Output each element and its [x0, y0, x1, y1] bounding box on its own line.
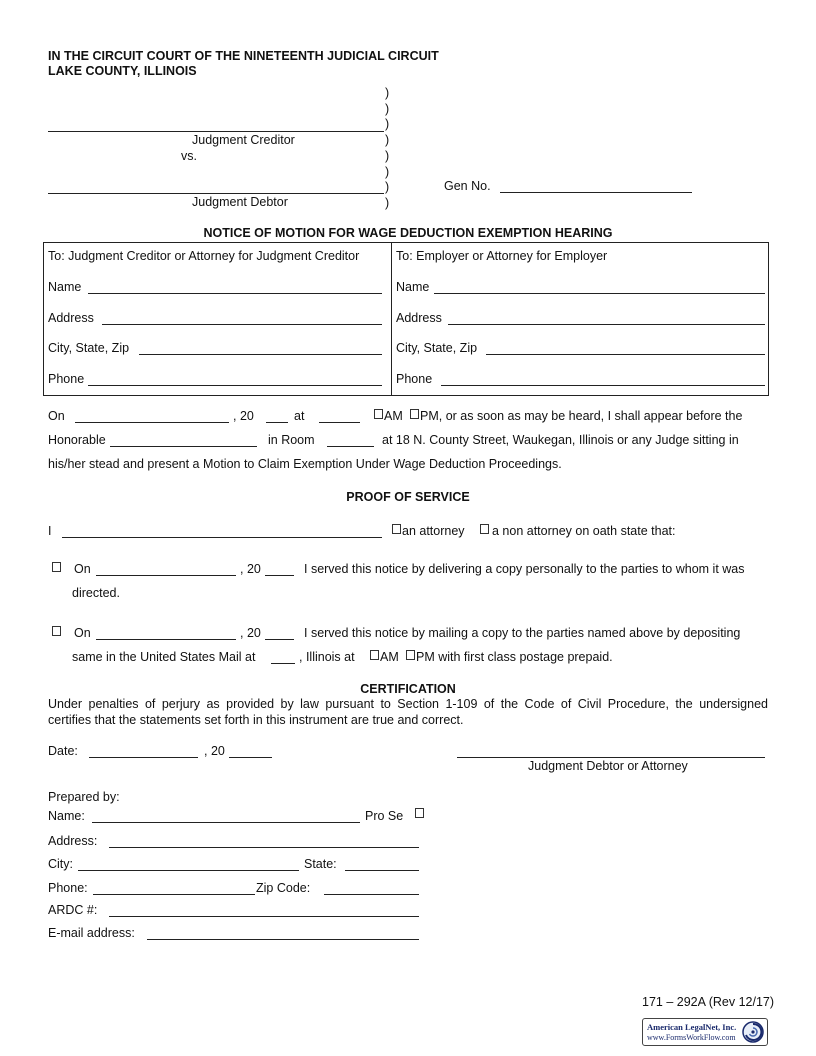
mail-city-field[interactable] — [271, 663, 295, 664]
publisher-logo — [642, 1018, 768, 1046]
cert-year-field[interactable] — [229, 757, 272, 758]
left-city-label: City, State, Zip — [48, 341, 130, 355]
non-attorney-checkbox[interactable] — [480, 524, 489, 534]
preparer-phone-label: Phone: — [48, 881, 88, 895]
left-recipient-heading: To: Judgment Creditor or Attorney for Judgment Creditor — [48, 249, 360, 263]
left-phone-label: Phone — [48, 372, 85, 386]
preparer-address-label: Address: — [48, 834, 98, 848]
certification-title: CERTIFICATION — [360, 682, 456, 696]
creditor-line[interactable] — [48, 131, 384, 132]
right-phone-label: Phone — [396, 372, 433, 386]
room-label: in Room — [268, 433, 315, 447]
cert-date-field[interactable] — [89, 757, 198, 758]
judge-name-field[interactable] — [110, 446, 257, 447]
preparer-city-label: City: — [48, 857, 73, 871]
gen-no-field[interactable] — [500, 192, 692, 193]
creditor-label: Judgment Creditor — [192, 133, 295, 147]
hearing-year-field[interactable] — [266, 422, 288, 423]
mail-am-label: AM — [380, 650, 399, 664]
mail-pm-text: PM with first class postage prepaid. — [416, 650, 613, 664]
court-name: IN THE CIRCUIT COURT OF THE NINETEENTH JUDICIAL CIRCUIT — [48, 49, 439, 63]
right-city-field[interactable] — [486, 354, 765, 355]
mail-service-checkbox[interactable] — [52, 626, 61, 636]
left-address-label: Address — [48, 311, 94, 325]
left-city-field[interactable] — [139, 354, 382, 355]
certification-line1: Under penalties of perjury as provided by law pursuant to Section 1-109 of the Code of Civil Procedure, the undersigned — [48, 697, 768, 711]
debtor-line[interactable] — [48, 193, 384, 194]
personal-on-label: On — [74, 562, 91, 576]
notice-title: NOTICE OF MOTION FOR WAGE DEDUCTION EXEMPTION HEARING — [203, 226, 613, 240]
server-name-field[interactable] — [62, 537, 382, 538]
left-address-field[interactable] — [102, 324, 382, 325]
personal-service-text: I served this notice by delivering a copy personally to the parties to whom it was — [304, 562, 745, 576]
hearing-pm-text: PM, or as soon as may be heard, I shall appear before the — [420, 409, 743, 423]
honorable-label: Honorable — [48, 433, 106, 447]
recipients-divider — [391, 242, 392, 396]
right-city-label: City, State, Zip — [396, 341, 478, 355]
preparer-ardc-label: ARDC #: — [48, 903, 98, 917]
certification-line2: certifies that the statements set forth in this instrument are true and correct. — [48, 713, 464, 727]
right-name-field[interactable] — [434, 293, 765, 294]
right-phone-field[interactable] — [441, 385, 765, 386]
form-number: 171 – 292A (Rev 12/17) — [642, 995, 775, 1009]
swirl-logo-icon — [741, 1020, 765, 1044]
mail-service-text: I served this notice by mailing a copy to the parties named above by depositing — [304, 626, 741, 640]
logo-company-name: American LegalNet, Inc. — [647, 1022, 737, 1032]
mail-on-label: On — [74, 626, 91, 640]
preparer-state-field[interactable] — [345, 870, 419, 871]
illinois-at-label: , Illinois at — [299, 650, 355, 664]
logo-url[interactable]: www.FormsWorkFlow.com — [647, 1033, 736, 1042]
gen-no-label: Gen No. — [444, 179, 491, 193]
hearing-time-field[interactable] — [319, 422, 360, 423]
hearing-am-checkbox[interactable] — [374, 409, 383, 419]
left-phone-field[interactable] — [88, 385, 382, 386]
preparer-name-field[interactable] — [92, 822, 360, 823]
preparer-email-label: E-mail address: — [48, 926, 135, 940]
preparer-city-field[interactable] — [78, 870, 299, 871]
right-address-field[interactable] — [448, 324, 765, 325]
attorney-label: an attorney — [402, 524, 465, 538]
vs-label: vs. — [181, 149, 197, 163]
pro-se-label: Pro Se — [365, 809, 404, 823]
hearing-on-label: On — [48, 409, 65, 423]
hearing-at-label: at — [294, 409, 305, 423]
cert-year-label: , 20 — [204, 744, 225, 758]
prepared-by-heading: Prepared by: — [48, 790, 120, 804]
left-name-label: Name — [48, 280, 82, 294]
proof-i-label: I — [48, 524, 52, 538]
preparer-address-field[interactable] — [109, 847, 419, 848]
right-name-label: Name — [396, 280, 430, 294]
cert-date-label: Date: — [48, 744, 78, 758]
hearing-year-label: , 20 — [233, 409, 254, 423]
preparer-email-field[interactable] — [147, 939, 419, 940]
room-number-field[interactable] — [327, 446, 374, 447]
proof-of-service-title: PROOF OF SERVICE — [346, 490, 470, 504]
signature-field[interactable] — [457, 757, 765, 758]
debtor-label: Judgment Debtor — [192, 195, 288, 209]
non-attorney-label: a non attorney on oath state that: — [492, 524, 676, 538]
pro-se-checkbox[interactable] — [415, 808, 424, 818]
right-recipient-heading: To: Employer or Attorney for Employer — [396, 249, 608, 263]
mail-year-label: , 20 — [240, 626, 261, 640]
court-address-text: at 18 N. County Street, Waukegan, Illinois or any Judge sitting in — [382, 433, 739, 447]
personal-year-label: , 20 — [240, 562, 261, 576]
mail-year-field[interactable] — [265, 639, 294, 640]
mail-pm-checkbox[interactable] — [406, 650, 415, 660]
personal-service-checkbox[interactable] — [52, 562, 61, 572]
hearing-am-label: AM — [384, 409, 403, 423]
preparer-name-label: Name: — [48, 809, 85, 823]
preparer-zip-field[interactable] — [324, 894, 419, 895]
personal-year-field[interactable] — [265, 575, 294, 576]
hearing-pm-checkbox[interactable] — [410, 409, 419, 419]
directed-text: directed. — [72, 586, 120, 600]
left-name-field[interactable] — [88, 293, 382, 294]
county-name: LAKE COUNTY, ILLINOIS — [48, 64, 197, 78]
right-address-label: Address — [396, 311, 442, 325]
mail-date-field[interactable] — [96, 639, 236, 640]
preparer-zip-label: Zip Code: — [256, 881, 311, 895]
hearing-date-field[interactable] — [75, 422, 229, 423]
mail-line2-text: same in the United States Mail at — [72, 650, 256, 664]
preparer-phone-field[interactable] — [93, 894, 255, 895]
preparer-ardc-field[interactable] — [109, 916, 419, 917]
personal-date-field[interactable] — [96, 575, 236, 576]
attorney-checkbox[interactable] — [392, 524, 401, 534]
preparer-state-label: State: — [304, 857, 337, 871]
hearing-line3: his/her stead and present a Motion to Claim Exemption Under Wage Deduction Proceedings. — [48, 457, 562, 471]
signature-label: Judgment Debtor or Attorney — [528, 759, 688, 773]
mail-am-checkbox[interactable] — [370, 650, 379, 660]
caption-parentheses: ) ) ) ) ) ) ) ) — [385, 86, 390, 210]
